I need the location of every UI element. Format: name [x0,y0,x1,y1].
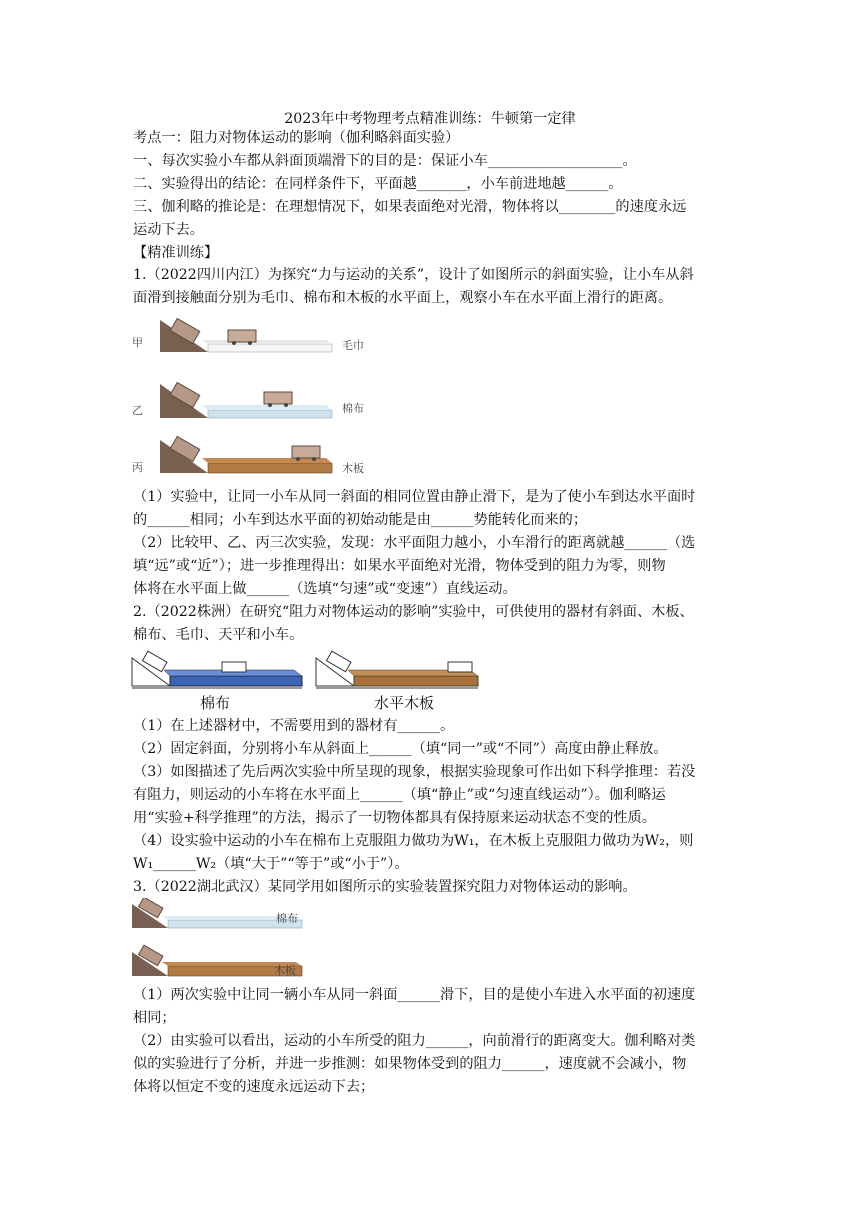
text-line: （4）设实验中运动的小车在棉布上克服阻力做功为W₁，在木板上克服阻力做功为W₂，则 [133,833,694,849]
text-line: （1）在上述器材中，不需要用到的器材有______。 [133,718,455,734]
text-line: 考点一：阻力对物体运动的影响（伽利略斜面实验） [133,130,460,146]
text-line: 体将在水平面上做______（选填“匀速”或“变速”）直线运动。 [133,581,517,597]
label-maojin: 毛巾 [342,339,364,352]
text-line: 三、伽利略的推论是：在理想情况下，如果表面绝对光滑，物体将以________的速度永远 [133,199,687,215]
text-line: 棉布、毛巾、天平和小车。 [133,627,304,643]
text-line: 【精准训练】 [133,245,219,261]
text-line: 运动下去。 [133,222,204,238]
text-line: （2）比较甲、乙、丙三次实验，发现：水平面阻力越小，小车滑行的距离就越______（选 [133,535,696,551]
figure-2 [130,648,480,710]
text-line: 2.（2022株洲）在研究“阻力对物体运动的影响”实验中，可供使用的器材有斜面、木板、 [133,604,694,620]
figure-1 [128,308,368,478]
label-muban: 木板 [342,462,364,475]
label-bing: 丙 [132,461,143,474]
label-muban: 木板 [274,964,296,977]
text-line: 一、每次实验小车都从斜面顶端滑下的目的是：保证小车___________________。 [133,153,637,169]
text-line: （1）实验中，让同一小车从同一斜面的相同位置由静止滑下，是为了使小车到达水平面时 [133,489,696,505]
text-line: 二、实验得出的结论：在同样条件下，平面越_______，小车前进地越______。 [133,176,623,192]
text-line: 相同； [133,1010,176,1026]
text-line: 似的实验进行了分析，并进一步推测：如果物体受到的阻力______，速度就不会减小，物 [133,1056,687,1072]
text-line: 用“实验+科学推理”的方法，揭示了一切物体都具有保持原来运动状态不变的性质。 [133,810,656,826]
figure-2-drawing [130,648,480,694]
label-jia: 甲 [132,336,143,349]
label-mianbu: 棉布 [200,694,231,712]
text-line: 体将以恒定不变的速度永远运动下去； [133,1079,375,1095]
text-line: （1）两次实验中让同一辆小车从同一斜面______滑下，目的是使小车进入水平面的初速度 [133,987,696,1003]
label-mianbu: 棉布 [342,402,364,415]
text-line: 面滑到接触面分别为毛巾、棉布和木板的水平面上，观察小车在水平面上滑行的距离。 [133,290,673,306]
text-line: （2）由实验可以看出，运动的小车所受的阻力______，向前滑行的距离变大。伽利略对类 [133,1033,696,1049]
text-line: W₁______W₂（填“大于”“等于”或“小于”）。 [133,856,409,872]
label-muban: 水平木板 [374,694,435,712]
text-line: 的______相同；小车到达水平面的初始动能是由______势能转化而来的； [133,512,588,528]
text-line: （3）如图描述了先后两次实验中所呈现的现象，根据实验现象可作出如下科学推理：若没 [133,764,696,780]
figure-3 [130,898,320,980]
text-line: 填“远”或“近”）；进一步推理得出：如果水平面绝对光滑，物体受到的阻力为零，则物 [133,558,666,574]
figure-1-drawing [128,308,368,478]
label-mianbu: 棉布 [276,912,298,925]
page-title: 2023年中考物理考点精准训练：牛顿第一定律 [284,111,576,127]
text-line: 1.（2022四川内江）为探究“力与运动的关系”，设计了如图所示的斜面实验，让小车从斜 [133,267,694,283]
text-line: 有阻力，则运动的小车将在水平面上______（填“静止”或“匀速直线运动”）。伽利略运 [133,787,666,803]
text-line: 3.（2022湖北武汉）某同学用如图所示的实验装置探究阻力对物体运动的影响。 [133,879,637,895]
label-yi: 乙 [132,404,143,417]
text-line: （2）固定斜面，分别将小车从斜面上______（填“同一”或“不同”）高度由静止释放。 [133,741,668,757]
